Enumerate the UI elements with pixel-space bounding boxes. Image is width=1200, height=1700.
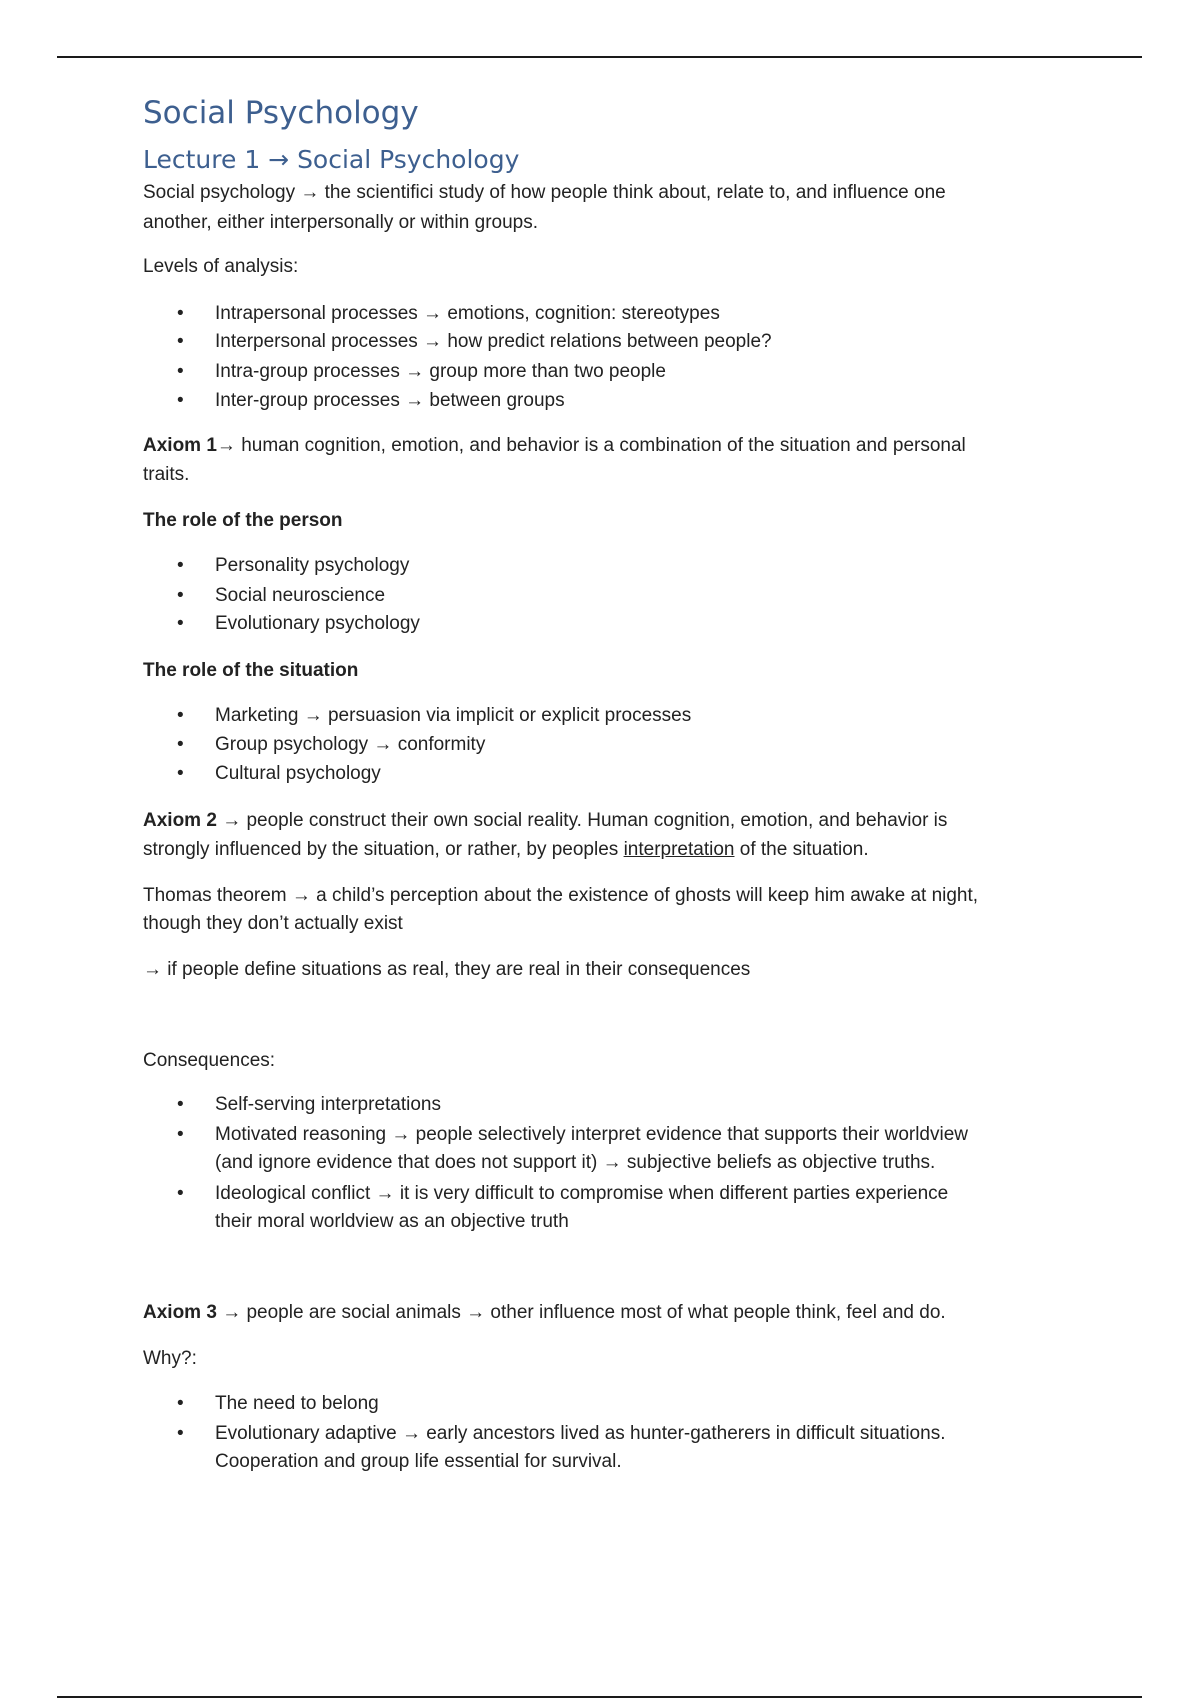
list-item: • Evolutionary psychology xyxy=(177,610,215,638)
lecture-heading: Lecture 1 → Social Psychology xyxy=(143,145,520,174)
list-item-continuation: (and ignore evidence that does not support it) → subjective beliefs as objective truths. xyxy=(215,1152,936,1173)
thomas-line-2: though they don’t actually exist xyxy=(143,913,403,934)
axiom1-line-2: traits. xyxy=(143,464,190,485)
list-item: • Group psychology → conformity xyxy=(177,731,215,759)
axiom1-line-1: Axiom 1→ human cognition, emotion, and behavior is a combination of the situation and personal xyxy=(143,435,966,456)
list-item-continuation: Cooperation and group life essential for survival. xyxy=(215,1451,622,1472)
bullet-icon: • xyxy=(177,1094,184,1115)
bullet-icon: • xyxy=(177,1183,184,1204)
thomas-conclusion: → if people define situations as real, they are real in their consequences xyxy=(143,959,751,980)
person-heading: The role of the person xyxy=(143,510,343,531)
thomas-line-1: Thomas theorem → a child’s perception about the existence of ghosts will keep him awake at night, xyxy=(143,885,979,906)
definition-line-1: Social psychology → the scientifici study of how people think about, relate to, and influence one xyxy=(143,182,946,203)
bullet-icon: • xyxy=(177,763,184,784)
bullet-icon: • xyxy=(177,585,184,606)
axiom1-label: Axiom 1 xyxy=(143,435,217,456)
axiom2-line-2: strongly influenced by the situation, or rather, by peoples interpretation of the situation. xyxy=(143,839,869,860)
axiom2-line-1: Axiom 2 → people construct their own social reality. Human cognition, emotion, and behavior is xyxy=(143,810,948,831)
interpretation-underlined: interpretation xyxy=(623,839,735,860)
bullet-icon: • xyxy=(177,734,184,755)
consequences-label: Consequences: xyxy=(143,1050,276,1071)
axiom3-line: Axiom 3 → people are social animals → other influence most of what people think, feel and do. xyxy=(143,1302,946,1323)
bullet-icon: • xyxy=(177,303,184,324)
list-item: • Cultural psychology xyxy=(177,760,215,788)
list-item: • Evolutionary adaptive → early ancestors lived as hunter-gatherers in difficult situations. xyxy=(177,1420,215,1448)
list-item: • Interpersonal processes → how predict relations between people? xyxy=(177,328,215,356)
bullet-icon: • xyxy=(177,390,184,411)
list-item: • Intra-group processes → group more than two people xyxy=(177,358,215,386)
list-item: • Inter-group processes → between groups xyxy=(177,387,215,415)
bullet-icon: • xyxy=(177,613,184,634)
bullet-icon: • xyxy=(177,705,184,726)
definition-line-2: another, either interpersonally or within groups. xyxy=(143,212,539,233)
list-item: • Personality psychology xyxy=(177,552,215,580)
list-item: • Social neuroscience xyxy=(177,582,215,610)
list-item: • Motivated reasoning → people selectively interpret evidence that supports their worldview xyxy=(177,1121,215,1149)
why-label: Why?: xyxy=(143,1348,197,1369)
levels-label: Levels of analysis: xyxy=(143,256,299,277)
axiom3-label: Axiom 3 xyxy=(143,1302,217,1323)
page-title: Social Psychology xyxy=(143,95,419,131)
list-item: • Ideological conflict → it is very difficult to compromise when different parties experience xyxy=(177,1180,215,1208)
bullet-icon: • xyxy=(177,361,184,382)
bullet-icon: • xyxy=(177,331,184,352)
list-item-continuation: their moral worldview as an objective truth xyxy=(215,1211,569,1232)
list-item: • The need to belong xyxy=(177,1390,215,1418)
list-item: • Intrapersonal processes → emotions, cognition: stereotypes xyxy=(177,300,215,328)
bullet-icon: • xyxy=(177,1124,184,1145)
axiom2-label: Axiom 2 xyxy=(143,810,217,831)
list-item: • Marketing → persuasion via implicit or explicit processes xyxy=(177,702,215,730)
bullet-icon: • xyxy=(177,555,184,576)
bullet-icon: • xyxy=(177,1393,184,1414)
footer-rule xyxy=(57,1696,1142,1698)
bullet-icon: • xyxy=(177,1423,184,1444)
list-item: • Self-serving interpretations xyxy=(177,1091,215,1119)
situation-heading: The role of the situation xyxy=(143,660,359,681)
